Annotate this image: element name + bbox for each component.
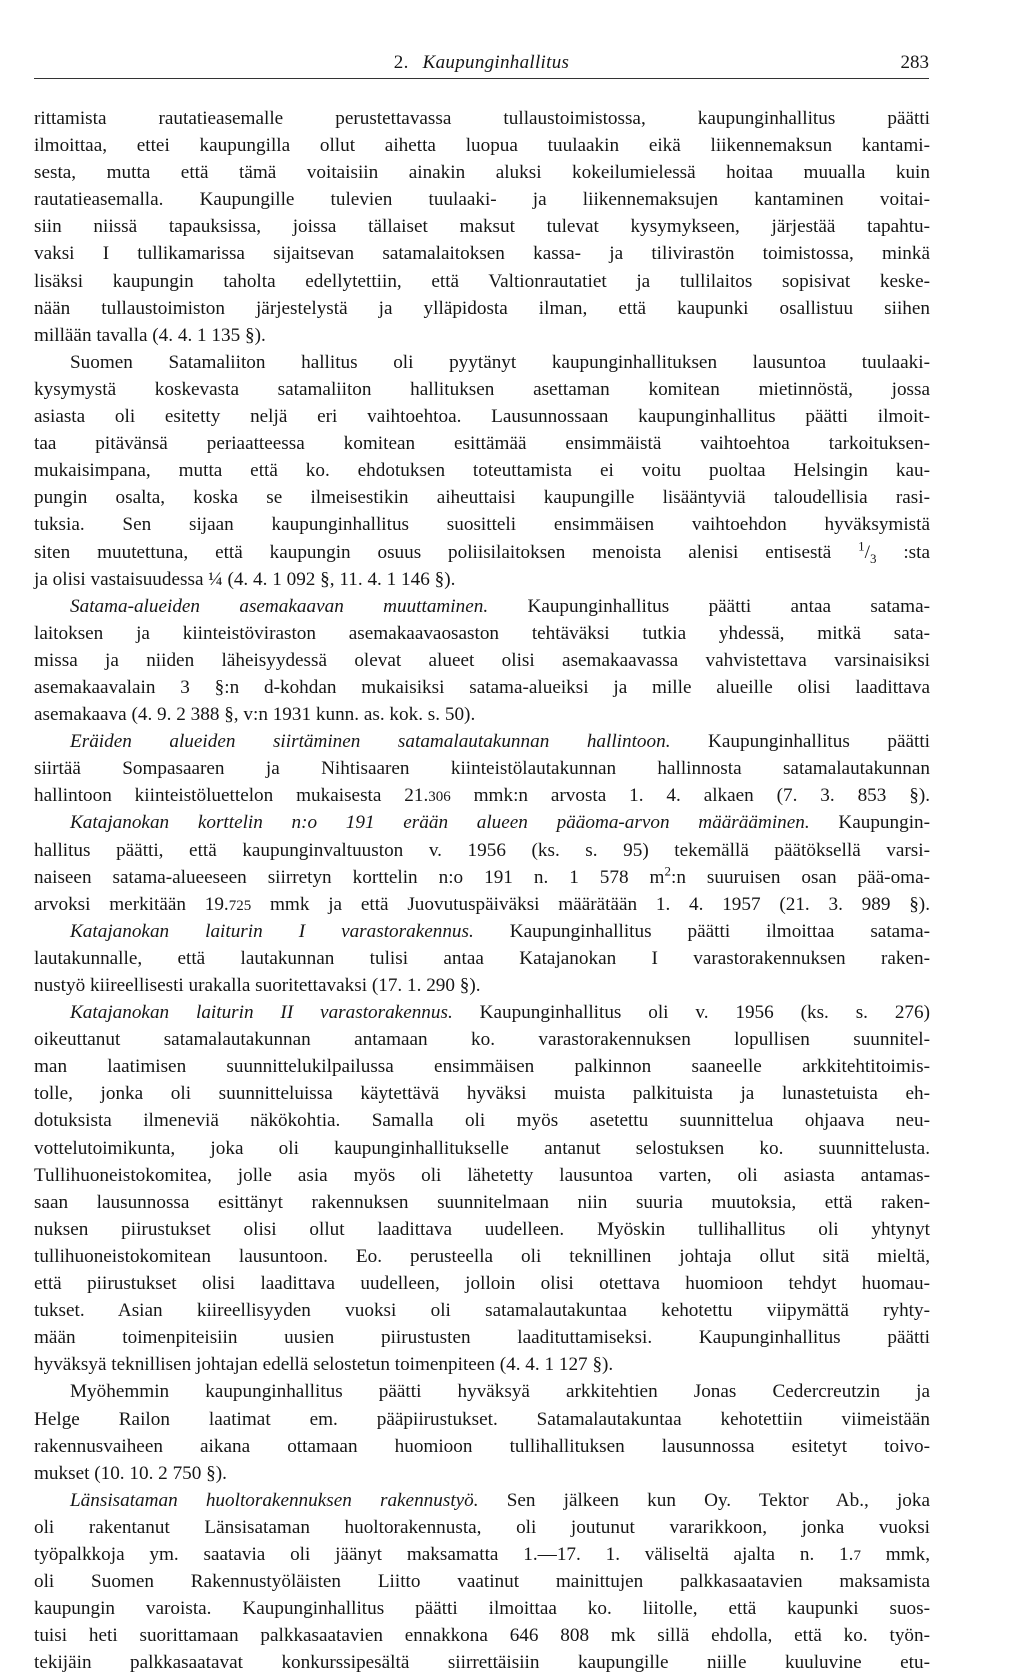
line-text: Sen jälkeen kun Oy. Tektor Ab., joka [478, 1489, 930, 1511]
line-text: vaksi I tullikamarissa sijaitsevan satamalaitoksen kassa- ja tilivirastön toimistossa, minkä [34, 243, 930, 265]
text-line [34, 1297, 930, 1324]
chapter-title: Kaupunginhallitus [422, 52, 570, 73]
line-text: siirtää Sompasaaren ja Nihtisaaren kiinteistölautakunnan hallinnosta satamalautakunnan [34, 758, 930, 780]
text-line [34, 945, 930, 972]
small-digits: 725 [228, 897, 252, 914]
text-line [34, 1107, 930, 1134]
text-line [34, 1487, 930, 1514]
line-text: pungin osalta, koska se ilmeisestikin aiheuttaisi kaupungille lisääntyviä taloudellisia rasi- [34, 487, 930, 509]
text-line [34, 1053, 930, 1080]
small-digits: 7 [853, 1547, 861, 1564]
line-text: millään tavalla (4. 4. 1 135 §). [34, 324, 266, 346]
text-line [34, 1080, 930, 1107]
running-title [34, 52, 929, 74]
text-line [34, 322, 930, 349]
text-line [34, 1324, 930, 1351]
text-line [34, 1622, 930, 1649]
text-line [34, 457, 930, 484]
text-line [34, 918, 930, 945]
line-text: lautakunnalle, että lautakunnan tulisi antaa Katajanokan I varastorakennuksen raken- [34, 947, 930, 969]
text-line [34, 1243, 930, 1270]
line-text: mmk, [860, 1543, 930, 1565]
text-line [34, 430, 930, 457]
line-text: arvoksi merkitään 19. [34, 893, 229, 915]
text-line [34, 159, 930, 186]
text-line [34, 349, 930, 376]
page-number: 283 [900, 52, 929, 73]
text-line [34, 1026, 930, 1053]
text-line [34, 566, 930, 593]
line-text: lisäksi kaupungin taholta edellytettiin, että Valtionrautatiet ja tullilaitos sopisivat keske- [34, 270, 930, 292]
line-text: taa pitävänsä periaatteessa komitean esittämää ensimmäistä vaihtoehtoa tarkoituksen- [34, 433, 930, 455]
line-text: kaupungin varoista. Kaupunginhallitus päätti ilmoittaa ko. liitolle, että kaupunki suos- [34, 1598, 930, 1620]
text-line [34, 511, 930, 538]
text-line [34, 132, 930, 159]
text-line [34, 186, 930, 213]
running-header [34, 40, 929, 80]
line-text: vottelutoimikunta, joka oli kaupunginhallitukselle antanut selostuksen ko. suunnittelusta. [34, 1137, 930, 1159]
line-text: Kaupunginhallitus päätti ilmoittaa satama- [473, 920, 931, 942]
line-text: mukaisimpana, mutta että ko. ehdotuksen toteuttamista ei voitu puoltaa Helsingin kau- [34, 460, 930, 482]
text-line [34, 240, 930, 267]
text-line [34, 1433, 930, 1460]
text-line [34, 213, 930, 240]
line-text: mukset (10. 10. 2 750 §). [34, 1462, 227, 1484]
line-text: asemakaava (4. 9. 2 388 §, v:n 1931 kunn. as. kok. s. 50). [34, 704, 476, 726]
text-line [34, 864, 930, 891]
text-line [34, 1189, 930, 1216]
line-text: naiseen satama-alueeseen siirretyn korttelin n:o 191 n. 1 578 m [34, 866, 665, 888]
line-text: saan lausunnossa esittänyt rakennuksen suunnitelmaan niin suuria muutoksia, että raken- [34, 1191, 930, 1213]
line-text: asemakaavalain 3 §:n d-kohdan mukaisiksi satama-alueiksi ja mille alueille olisi laadittava [34, 676, 930, 698]
text-line [34, 1378, 930, 1405]
line-text: rautatieasemalla. Kaupungille tulevien tuulaaki- ja liikennemaksujen kantaminen voitai- [34, 189, 930, 211]
line-text: oli Suomen Rakennustyöläisten Liitto vaatinut mainittujen palkkasaatavien maksamista [34, 1571, 930, 1593]
line-text: tuisi heti suorittamaan palkkasaatavien ennakkona 646 808 mk sillä ehdolla, että ko. työn- [34, 1625, 930, 1647]
text-line [34, 539, 930, 566]
body-text [34, 105, 930, 1676]
line-text: mmk ja että Juovutuspäiväksi määrätään 1. 4. 1957 (21. 3. 989 §). [251, 893, 930, 915]
line-text: nään tullaustoimiston järjestelystä ja ylläpidosta ilman, että kaupunki osallistuu siihen [34, 297, 930, 319]
line-text: kysymystä koskevasta satamaliiton hallituksen asettaman komitean mietinnöstä, jossa [34, 378, 930, 400]
line-text: rakennusvaiheen aikana ottamaan huomioon tullihallituksen lausunnossa esitetyt toivo- [34, 1435, 930, 1457]
text-line [34, 268, 930, 295]
text-line [34, 403, 930, 430]
line-text: tuksia. Sen sijaan kaupunginhallitus suositteli ensimmäisen vaihtoehdon hyväksymistä [34, 514, 930, 536]
text-line [34, 1514, 930, 1541]
line-text: (4. 4. 1 092 §, 11. 4. 1 146 §). [222, 568, 456, 590]
text-line [34, 1541, 930, 1568]
section-heading: Katajanokan laiturin I varastorakennus. [70, 920, 474, 942]
superscript: 1 [858, 538, 865, 554]
text-line [34, 674, 930, 701]
line-text: / [864, 541, 870, 563]
line-text: tolle, jonka oli suunnitteluissa käytettävä hyväksi muista palkituista ja lunastetuista eh- [34, 1083, 930, 1105]
text-line [34, 593, 930, 620]
text-line [34, 1216, 930, 1243]
line-text: rittamista rautatieasemalle perustettavassa tullaustoimistossa, kaupunginhallitus päätti [34, 108, 930, 129]
chapter-number: 2. [393, 52, 409, 73]
text-line [34, 1270, 930, 1297]
line-text: ja olisi vastaisuudessa [34, 568, 209, 590]
text-line [34, 484, 930, 511]
line-text: nuksen piirustukset olisi ollut laadittava uudelleen. Myöskin tullihallitus oli yhtynyt [34, 1218, 930, 1240]
line-text: :n suuruisen osan pää-oma- [670, 866, 930, 888]
line-text: Kaupunginhallitus oli v. 1956 (ks. s. 276) [452, 1002, 930, 1024]
line-text: hallintoon kiinteistöluettelon mukaisesta 21. [34, 785, 429, 807]
text-line [34, 1135, 930, 1162]
text-line [34, 1460, 930, 1487]
text-line [34, 809, 930, 836]
line-text: nustyö kiireellisesti urakalla suoritettavaksi (17. 1. 290 §). [34, 975, 481, 996]
text-line [34, 1162, 930, 1189]
line-text: Suomen Satamaliiton hallitus oli pyytänyt kaupunginhallituksen lausuntoa tuulaaki- [70, 351, 930, 373]
text-line [34, 295, 930, 322]
text-line [34, 647, 930, 674]
subscript: 3 [869, 550, 877, 566]
line-text: että piirustukset olisi laadittava uudelleen, jolloin olisi otettava huomioon tehdyt huomau- [34, 1273, 930, 1295]
small-digits: 306 [428, 789, 451, 806]
text-line [34, 1351, 930, 1378]
section-heading: Satama-alueiden asemakaavan muuttaminen. [70, 595, 489, 617]
superscript: 2 [664, 863, 671, 879]
line-text: man laatimisen suunnittelukilpailussa ensimmäisen palkinnon saaneelle arkkitehtitoimis- [34, 1056, 930, 1078]
text-line [34, 972, 930, 999]
text-line [34, 891, 930, 918]
text-line [34, 755, 930, 782]
line-text: laitoksen ja kiinteistöviraston asemakaavaosaston tehtäväksi tutkia yhdessä, mitkä sata- [34, 622, 930, 644]
line-text: mään toimenpiteisiin uusien piirustusten laadituttamiseksi. Kaupunginhallitus päätti [34, 1327, 930, 1349]
line-text: hyväksyä teknillisen johtajan edellä selostetun toimenpiteen (4. 4. 1 127 §). [34, 1354, 614, 1376]
text-line [34, 376, 930, 403]
line-text: ilmoittaa, ettei kaupungilla ollut aihetta luopua tuulaakin eikä liikennemaksun kantami- [34, 135, 930, 157]
line-text: työpalkkoja ym. saatavia oli jäänyt maksamatta 1.—17. 1. väliseltä ajalta n. 1. [34, 1543, 854, 1565]
text-line [34, 999, 930, 1026]
text-line [34, 1595, 930, 1622]
text-line [34, 1406, 930, 1433]
line-text: tukset. Asian kiireellisyyden vuoksi oli satamalautakuntaa kehotettu viipymättä ryhty- [34, 1300, 930, 1322]
text-line [34, 105, 930, 132]
text-line [34, 1649, 930, 1676]
text-line [34, 782, 930, 809]
line-text: siin niissä tapauksissa, joissa tällaiset maksut tulevat kysymykseen, järjestää tapahtu- [34, 216, 930, 238]
line-text: oikeuttanut satamalautakunnan antamaan ko. varastorakennuksen lopullisen suunnitel- [34, 1029, 930, 1051]
line-text: sesta, mutta että tämä voitaisiin ainakin aluksi kokeilumielessä hoitaa muualla kuin [34, 162, 930, 184]
section-heading: Katajanokan korttelin n:o 191 erään alueen pääoma-arvon määrääminen. [70, 812, 810, 834]
line-text: Helge Railon laatimat em. pääpiirustukset. Satamalautakuntaa kehotettiin viimeistään [34, 1408, 930, 1430]
line-text: tullihuoneistokomitean lausuntoon. Eo. perusteella oli teknillinen johtaja ollut sitä mieltä, [34, 1245, 930, 1267]
fraction: ¼ [208, 568, 223, 590]
line-text: asiasta oli esitetty neljä eri vaihtoehtoa. Lausunnossaan kaupunginhallitus päätti ilmoit- [34, 406, 930, 428]
line-text: siten muutettuna, että kaupungin osuus poliisilaitoksen menoista alenisi entisestä [34, 541, 859, 563]
line-text: Kaupunginhallitus päätti antaa satama- [488, 595, 930, 617]
line-text: Tullihuoneistokomitea, jolle asia myös oli lähetetty lausuntoa varten, oli asiasta antamas- [34, 1164, 930, 1186]
line-text: Kaupungin- [809, 812, 931, 834]
line-text: Kaupunginhallitus päätti [670, 731, 930, 753]
text-line [34, 728, 930, 755]
text-line [34, 837, 930, 864]
section-heading: Katajanokan laiturin II varastorakennus. [70, 1002, 453, 1024]
line-text: oli rakentanut Länsisataman huoltorakennusta, oli joutunut vararikkoon, jonka vuoksi [34, 1516, 930, 1538]
text-line [34, 701, 930, 728]
line-text: :sta [876, 541, 930, 563]
section-heading: Länsisataman huoltorakennuksen rakennustyö. [70, 1489, 479, 1511]
text-line [34, 1568, 930, 1595]
section-heading: Eräiden alueiden siirtäminen satamalautakunnan hallintoon. [70, 731, 671, 753]
text-line [34, 620, 930, 647]
line-text: mmk:n arvosta 1. 4. alkaen (7. 3. 853 §). [450, 785, 931, 807]
line-text: hallitus päätti, että kaupunginvaltuuston v. 1956 (ks. s. 95) tekemällä päätöksellä varsi- [34, 839, 930, 861]
line-text: dotuksista ilmeneviä näkökohtia. Samalla oli myös asetettu suunnittelua ohjaava neu- [34, 1110, 930, 1132]
line-text: tekijäin palkkasaatavat konkurssipesältä siirrettäisiin kaupungille niille kuuluvine etu- [34, 1652, 930, 1674]
header-rule [34, 78, 929, 79]
line-text: Myöhemmin kaupunginhallitus päätti hyväksyä arkkitehtien Jonas Cedercreutzin ja [70, 1381, 930, 1403]
line-text: missa ja niiden läheisyydessä olevat alueet olisi asemakaavassa vahvistettava varsinaisiksi [34, 649, 930, 671]
